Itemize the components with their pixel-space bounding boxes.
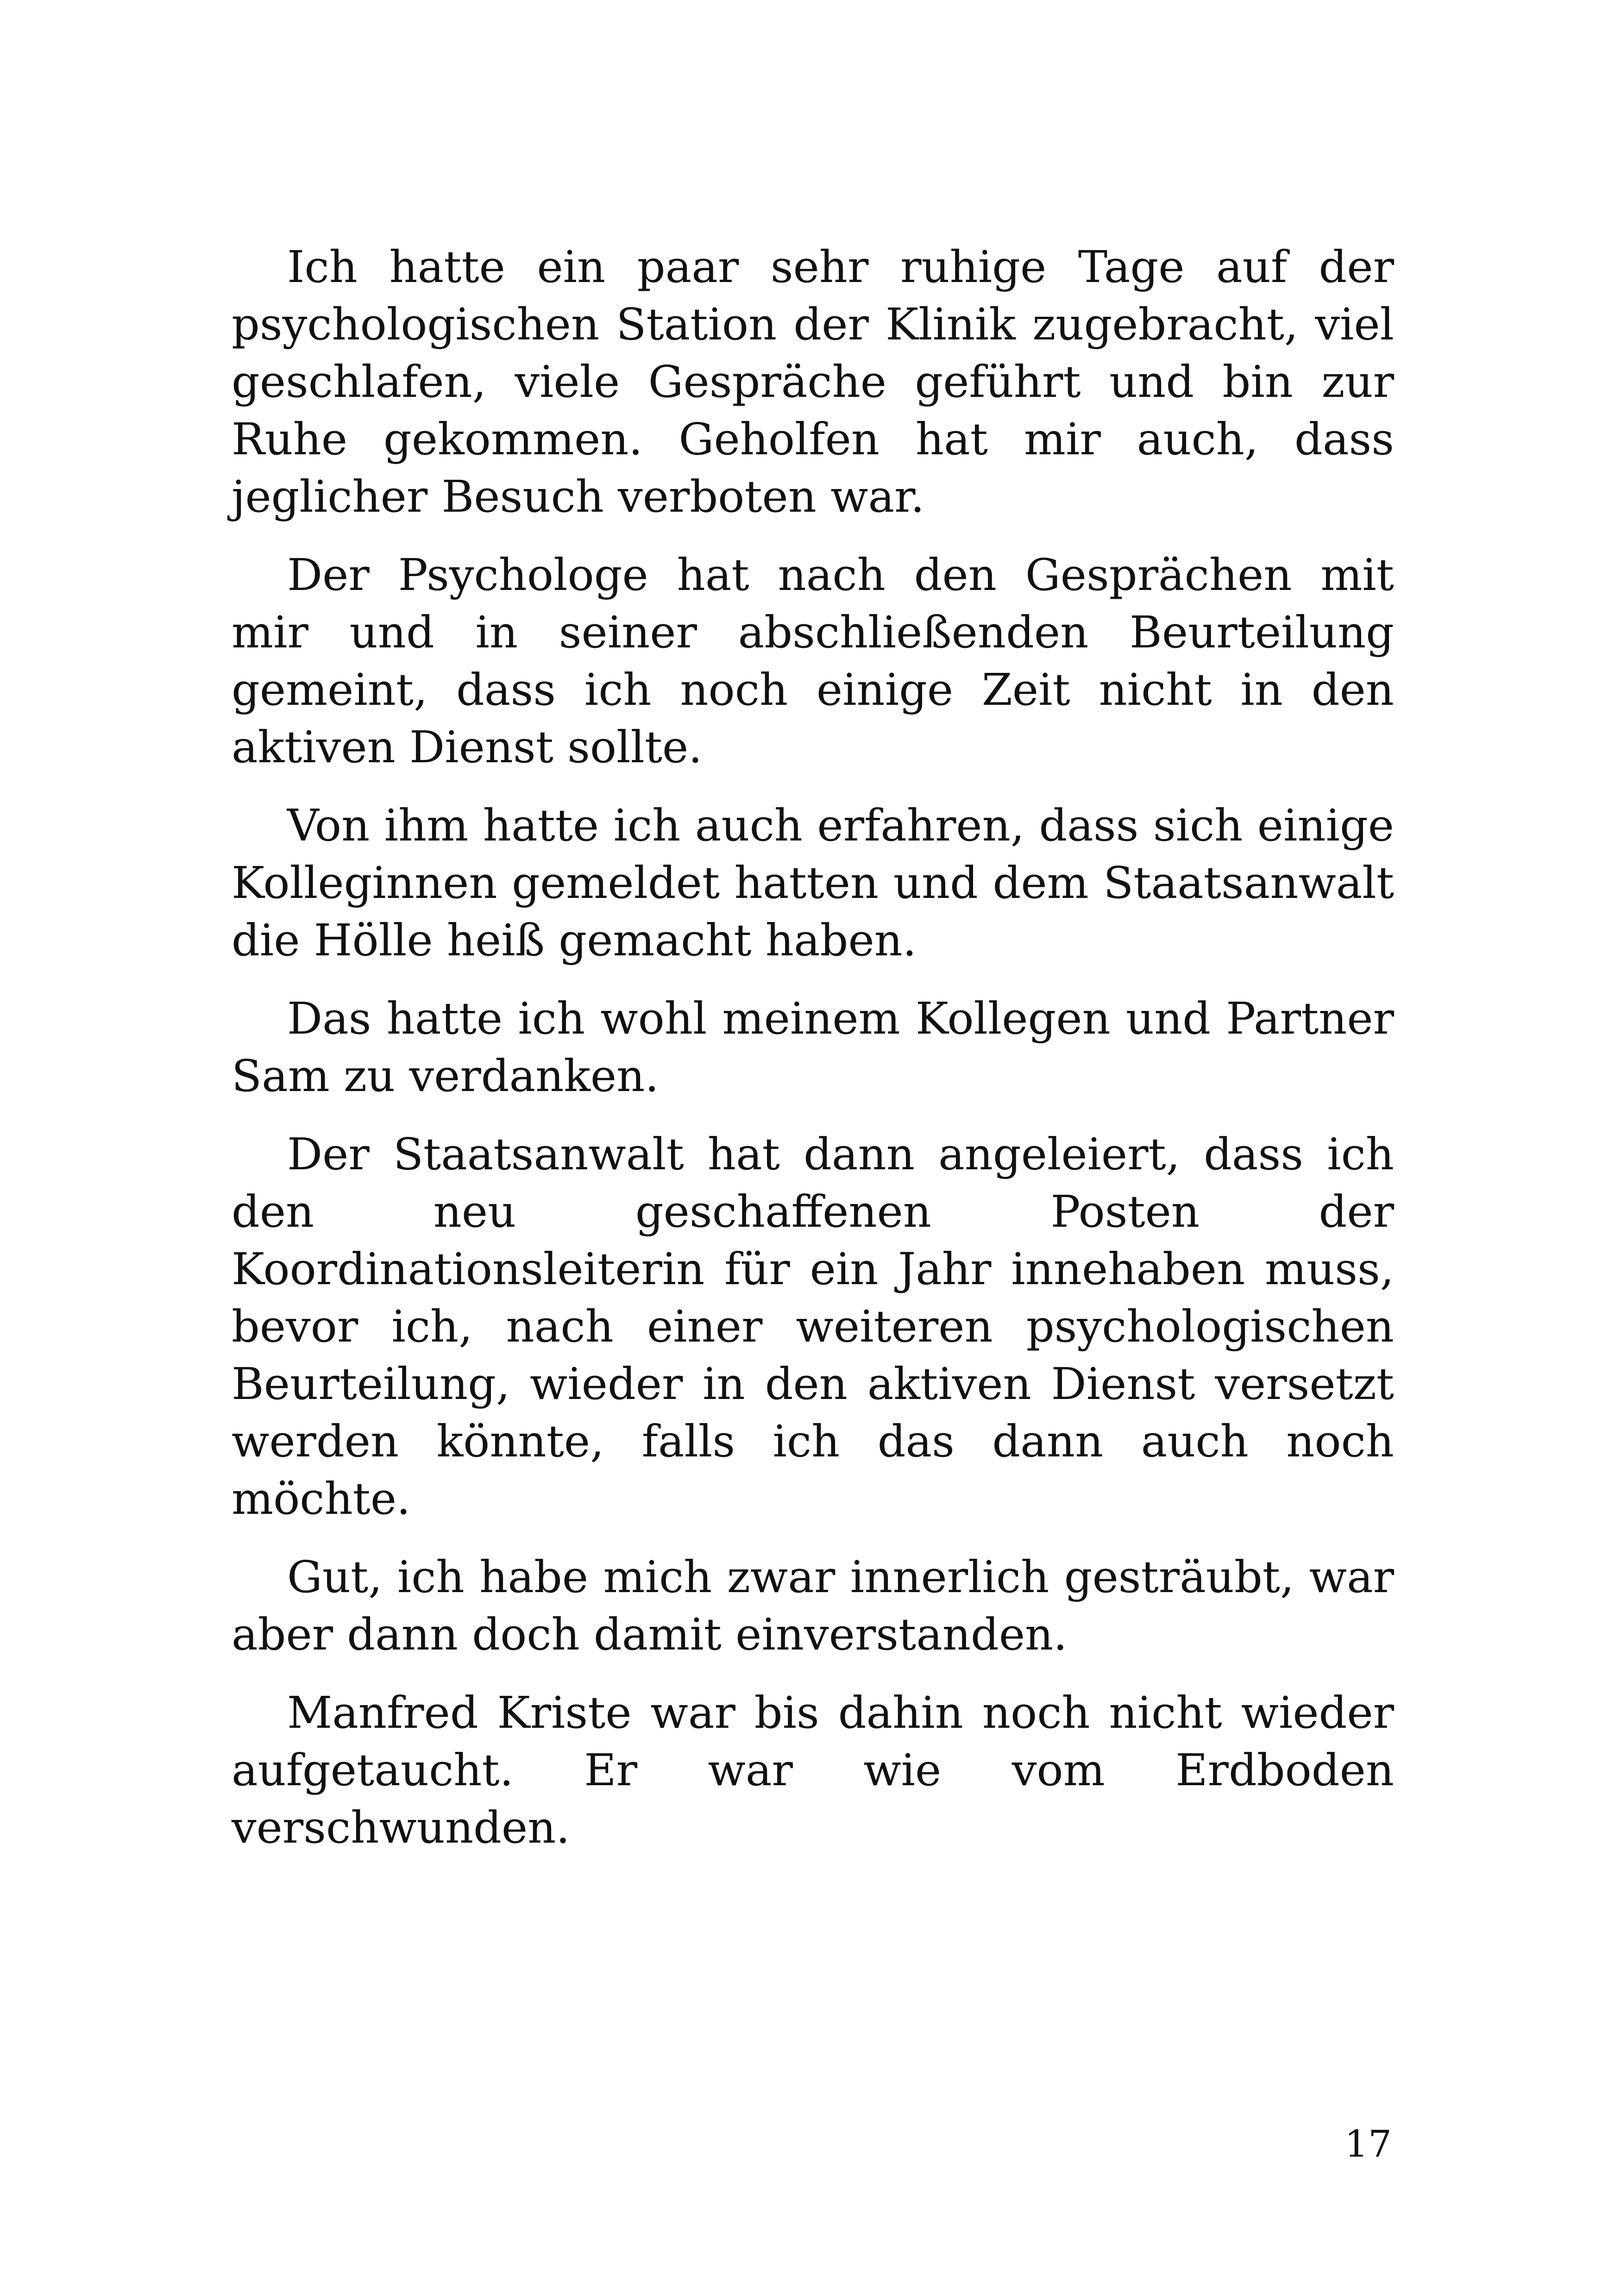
paragraph-1: Ich hatte ein paar sehr ruhige Tage auf der psychologischen Station der Klinik zugebracht, viel geschlafen, viele Gespräche geführt und bin zur Ruhe gekommen. Geholfen hat mir auch, dass jeglicher Besuch verboten war. xyxy=(232,242,1394,522)
paragraph-5: Der Staatsanwalt hat dann angeleiert, dass ich den neu geschaffenen Posten der Koordinationsleiterin für ein Jahr innehaben muss, bevor ich, nach einer weiteren psychologischen Beurteilung, wieder in den aktiven Dienst versetzt werden könnte, falls ich das dann auch noch möchte. xyxy=(232,1129,1394,1524)
paragraph-6: Gut, ich habe mich zwar innerlich gesträubt, war aber dann doch damit einverstanden. xyxy=(232,1552,1394,1660)
paragraph-2: Der Psychologe hat nach den Gesprächen mit mir und in seiner abschließenden Beurteilung gemeint, dass ich noch einige Zeit nicht in den aktiven Dienst sollte. xyxy=(232,550,1394,773)
paragraph-3: Von ihm hatte ich auch erfahren, dass sich einige Kolleginnen gemeldet hatten und dem Staatsanwalt die Hölle heiß gemacht haben. xyxy=(232,800,1394,966)
paragraph-7: Manfred Kriste war bis dahin noch nicht wieder aufgetaucht. Er war wie vom Erdboden verschwunden. xyxy=(232,1687,1394,1853)
paragraph-4: Das hatte ich wohl meinem Kollegen und Partner Sam zu verdanken. xyxy=(232,993,1394,1102)
body-text xyxy=(232,238,1394,1877)
page-number: 17 xyxy=(1345,2122,1392,2165)
